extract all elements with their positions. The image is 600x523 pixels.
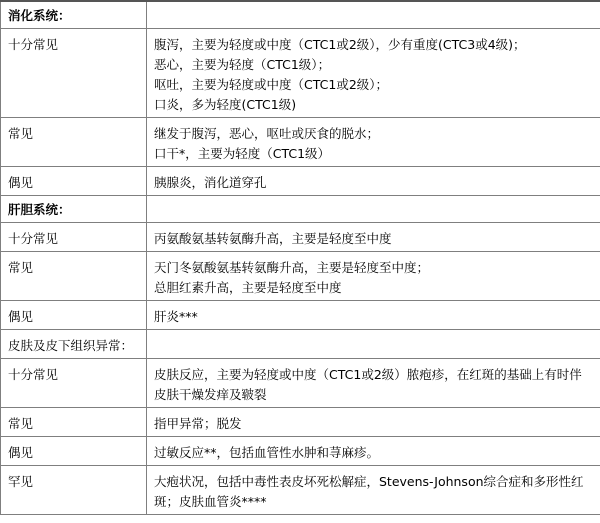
section-header-empty-cell	[147, 1, 600, 29]
section-header-empty-cell	[147, 196, 600, 223]
description-line: 肝炎***	[154, 309, 198, 324]
section-header-row	[1, 196, 600, 223]
description-cell	[147, 118, 600, 167]
description-cell	[147, 408, 600, 437]
description-cell	[147, 252, 600, 301]
table-row	[1, 437, 600, 466]
description-cell	[147, 466, 600, 515]
section-header-row	[1, 1, 600, 29]
table-row	[1, 408, 600, 437]
description-line: 过敏反应**，包括血管性水肿和荨麻疹。	[154, 445, 380, 460]
frequency-cell: 偶见	[1, 437, 147, 466]
description-line: 总胆红素升高，主要是轻度至中度	[154, 280, 342, 295]
description-line: 腹泻，主要为轻度或中度（CTC1或2级），少有重度(CTC3或4级)；	[154, 37, 526, 52]
description-cell	[147, 223, 600, 252]
frequency-cell: 常见	[1, 408, 147, 437]
frequency-cell: 十分常见	[1, 223, 147, 252]
description-line: 天门冬氨酸氨基转氨酶升高，主要是轻度至中度；	[154, 260, 430, 275]
frequency-cell: 偶见	[1, 167, 147, 196]
frequency-cell: 常见	[1, 118, 147, 167]
description-line: 口干*，主要为轻度（CTC1级）	[154, 146, 331, 161]
table-row	[1, 301, 600, 330]
description-line: 呕吐，主要为轻度或中度（CTC1或2级）；	[154, 77, 389, 92]
description-line: 丙氨酸氨基转氨酶升高，主要是轻度至中度	[154, 231, 392, 246]
table-row	[1, 167, 600, 196]
table-body	[1, 1, 600, 515]
frequency-cell: 十分常见	[1, 29, 147, 118]
description-cell	[147, 29, 600, 118]
description-cell	[147, 301, 600, 330]
frequency-cell: 偶见	[1, 301, 147, 330]
description-line: 继发于腹泻，恶心，呕吐或厌食的脱水；	[154, 126, 380, 141]
section-title: 肝胆系统：	[1, 196, 147, 223]
table-row	[1, 252, 600, 301]
description-line: 皮肤反应，主要为轻度或中度（CTC1或2级）脓疱疹，在红斑的基础上有时伴皮肤干燥发痒及皲裂	[154, 367, 582, 402]
description-line: 指甲异常；脱发	[154, 416, 242, 431]
table-row	[1, 466, 600, 515]
frequency-cell: 罕见	[1, 466, 147, 515]
section-header-empty-cell	[147, 330, 600, 359]
description-line: 口炎，多为轻度(CTC1级)	[154, 97, 297, 112]
description-line: 恶心，主要为轻度（CTC1级）；	[154, 57, 331, 72]
description-cell	[147, 437, 600, 466]
section-header-row	[1, 330, 600, 359]
table-row	[1, 223, 600, 252]
description-line: 大疱状况，包括中毒性表皮坏死松解症，Stevens-Johnson综合症和多形性红斑；皮肤血管炎****	[154, 474, 584, 509]
description-cell	[147, 167, 600, 196]
description-cell	[147, 359, 600, 408]
section-title: 消化系统：	[1, 1, 147, 29]
frequency-cell: 常见	[1, 252, 147, 301]
frequency-cell: 十分常见	[1, 359, 147, 408]
table-row	[1, 359, 600, 408]
table-row	[1, 118, 600, 167]
description-line: 胰腺炎，消化道穿孔	[154, 175, 267, 190]
section-title: 皮肤及皮下组织异常：	[1, 330, 147, 359]
table-row	[1, 29, 600, 118]
